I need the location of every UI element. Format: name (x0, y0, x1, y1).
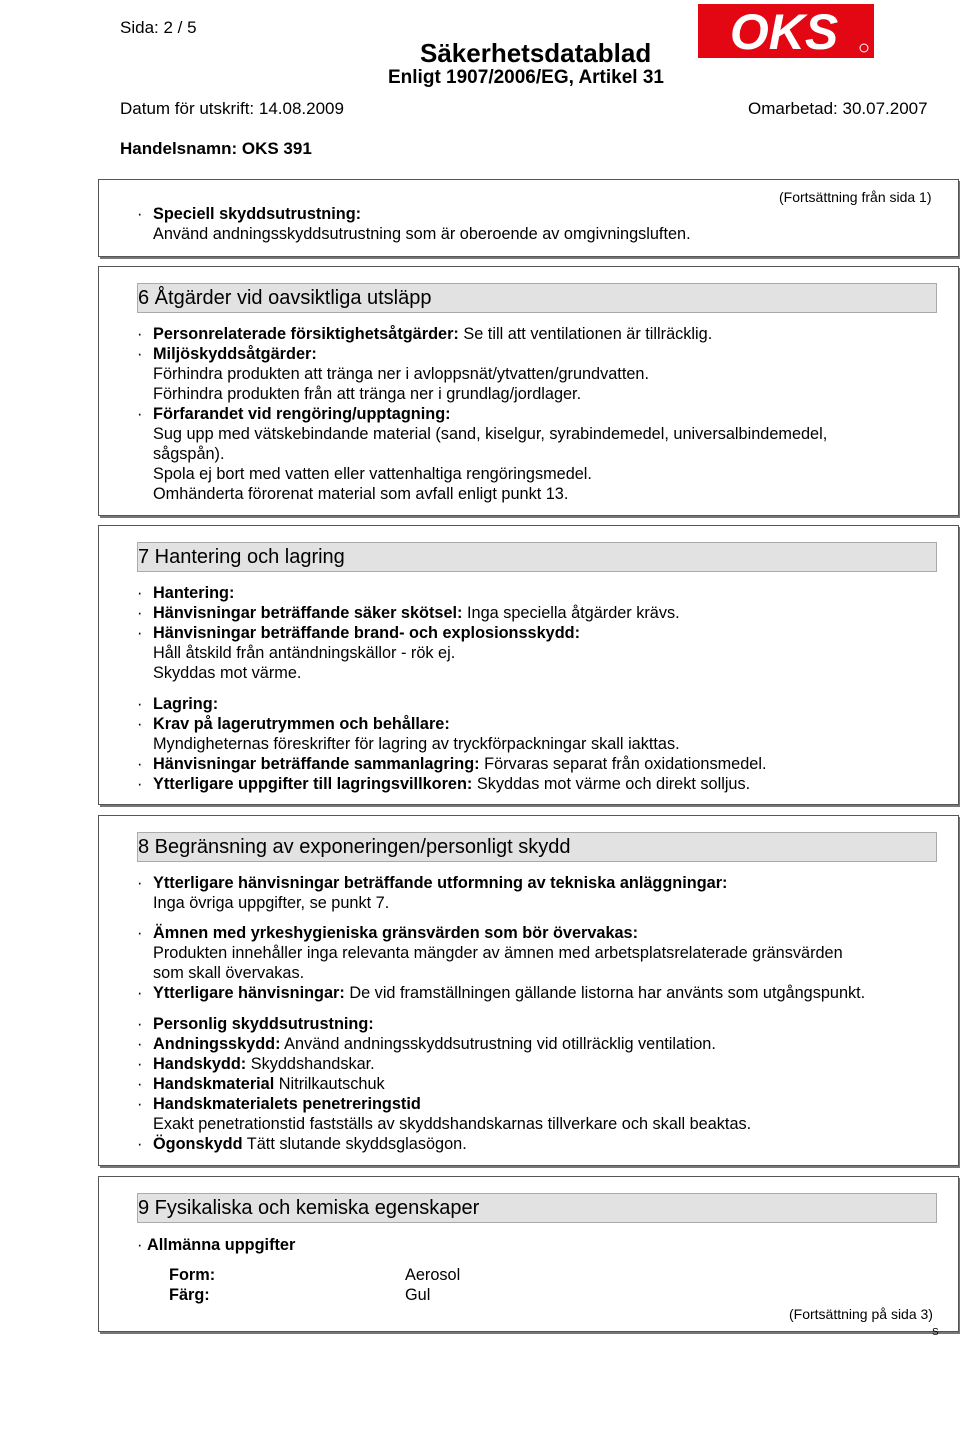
line-label: Hänvisningar beträffande säker skötsel: (153, 604, 463, 622)
line-label: Ögonskydd (153, 1135, 243, 1153)
line-text: Använd andningsskyddsutrustning vid otillräcklig ventilation. (280, 1035, 716, 1053)
line-label: Personlig skyddsutrustning: (153, 1015, 374, 1033)
line-text: Spola ej bort med vatten eller vattenhaltiga rengöringsmedel. (153, 465, 592, 483)
footer-mark: S (932, 1327, 939, 1338)
text-line (137, 485, 568, 504)
text-line (137, 755, 766, 774)
text-line (137, 1035, 716, 1054)
text-line (137, 984, 865, 1003)
line-text: som skall övervakas. (153, 964, 305, 982)
line-text: Myndigheternas föreskrifter för lagring av tryckförpackningar skall iakttas. (153, 735, 680, 753)
line-text: Produkten innehåller inga relevanta mängder av ämnen med arbetsplatsrelaterade gränsvärden (153, 944, 843, 962)
print-date: Datum för utskrift: 14.08.2009 (120, 99, 344, 118)
text-line (137, 465, 592, 484)
line-label: Andningsskydd: (153, 1035, 281, 1053)
bullet: · (137, 1075, 143, 1093)
bullet: · (137, 325, 143, 343)
line-text: sågspån). (153, 445, 225, 463)
revised-date: Omarbetad: 30.07.2007 (748, 99, 928, 118)
text-line (137, 1095, 421, 1114)
text-line (137, 894, 389, 913)
text-line (137, 345, 317, 364)
text-line (137, 1115, 751, 1134)
section-8 (98, 815, 959, 1166)
bullet: · (137, 1095, 143, 1113)
line-label: Handskmaterial (153, 1075, 275, 1093)
bullet: · (137, 874, 143, 892)
line-label: Personrelaterade försiktighetsåtgärder: (153, 325, 459, 343)
text-line (137, 964, 304, 983)
section-heading: 7 Hantering och lagring (137, 542, 937, 572)
line-text: Inga speciella åtgärder krävs. (462, 604, 680, 622)
document-title: Säkerhetsdatablad (420, 38, 652, 68)
line-label: Ytterligare hänvisningar beträffande utformning av tekniska anläggningar: (153, 874, 728, 892)
section-7 (98, 525, 959, 805)
line-label: Ämnen med yrkeshygieniska gränsvärden som bör övervakas: (153, 924, 639, 942)
form-label: Form: (169, 1266, 216, 1284)
line-label: Förfarandet vid rengöring/upptagning: (153, 405, 451, 423)
document-subtitle: Enligt 1907/2006/EG, Artikel 31 (388, 67, 664, 88)
bullet: · (137, 624, 143, 642)
text-line (137, 924, 638, 943)
line-label: Ytterligare hänvisningar: (153, 984, 345, 1002)
text-line (137, 644, 455, 663)
form-value: Aerosol (405, 1266, 461, 1284)
section-heading: 8 Begränsning av exponeringen/personligt skydd (137, 832, 937, 862)
line-text: Förvaras separat från oxidationsmedel. (479, 755, 767, 773)
text-line (137, 1015, 374, 1034)
text-line (137, 944, 843, 963)
bullet: · (137, 775, 143, 793)
bullet: · (137, 924, 143, 942)
text-line (137, 735, 680, 754)
text-line (137, 695, 218, 714)
page-number: Sida: 2 / 5 (120, 18, 197, 37)
line-text: Förhindra produkten att tränga ner i avloppsnät/ytvatten/grundvatten. (153, 365, 649, 383)
line-text: Sug upp med vätskebindande material (sand, kiselgur, syrabindemedel, universalbindemedel, (153, 425, 828, 443)
color-value: Gul (405, 1286, 431, 1304)
bullet: · (137, 715, 143, 733)
line-text: Skyddas mot värme. (153, 664, 302, 682)
line-label: Hänvisningar beträffande sammanlagring: (153, 755, 480, 773)
bullet: · (137, 1015, 143, 1033)
line-label: Ytterligare uppgifter till lagringsvillkoren: (153, 775, 473, 793)
section-9 (98, 1176, 959, 1338)
line-label: Krav på lagerutrymmen och behållare: (153, 715, 450, 733)
text-line (137, 425, 827, 444)
line-text: Skyddshandskar. (246, 1055, 375, 1073)
line-label: Hänvisningar beträffande brand- och explosionsskydd: (153, 624, 581, 642)
bullet: · (137, 205, 143, 223)
bullet: · (137, 984, 143, 1002)
line-text: Omhänderta förorenat material som avfall enligt punkt 13. (153, 485, 569, 503)
line-text: Se till att ventilationen är tillräcklig. (458, 325, 713, 343)
continuation-box (98, 179, 959, 257)
color-label: Färg: (169, 1286, 210, 1304)
bullet: · (137, 1035, 143, 1053)
line-text: Nitrilkautschuk (274, 1075, 385, 1093)
line-text: Skyddas mot värme och direkt solljus. (472, 775, 751, 793)
line-text: Håll åtskild från antändningskällor - rök ej. (153, 644, 456, 662)
bullet: · (137, 405, 143, 423)
text-line (137, 225, 691, 244)
bullet: · (137, 755, 143, 773)
logo-text: OKS (729, 4, 839, 58)
text-line (137, 325, 712, 344)
line-label: Handskmaterialets penetreringstid (153, 1095, 421, 1113)
bullet: · (137, 345, 143, 363)
text-line (137, 1055, 375, 1074)
continued-from-note: (Fortsättning från sida 1) (779, 189, 932, 205)
bullet: · (137, 604, 143, 622)
line-label: Speciell skyddsutrustning: (153, 205, 362, 223)
text-line (137, 385, 581, 404)
section-6 (98, 266, 959, 516)
oks-logo (698, 4, 874, 58)
text-line (137, 205, 361, 224)
bullet: · (137, 1135, 143, 1153)
text-line (137, 715, 450, 734)
line-label: Lagring: (153, 695, 219, 713)
text-line (137, 405, 451, 424)
section-heading: 9 Fysikaliska och kemiska egenskaper (137, 1193, 937, 1223)
text-line (137, 624, 580, 643)
section-heading: 6 Åtgärder vid oavsiktliga utsläpp (137, 283, 937, 313)
text-line (137, 775, 750, 794)
bullet: · (137, 1055, 143, 1073)
line-label: Handskydd: (153, 1055, 247, 1073)
line-text: Tätt slutande skyddsglasögon. (242, 1135, 467, 1153)
line-text: De vid framställningen gällande listorna har använts som utgångspunkt. (344, 984, 866, 1002)
line-text: Exakt penetrationstid fastställs av skyddshandskarnas tillverkare och skall beaktas. (153, 1115, 752, 1133)
continued-on-note: (Fortsättning på sida 3) (789, 1306, 933, 1322)
general-info-label: · Allmänna uppgifter (137, 1236, 296, 1254)
line-label: Miljöskyddsåtgärder: (153, 345, 317, 363)
line-text: Förhindra produkten från att tränga ner i grundlag/jordlager. (153, 385, 582, 403)
line-text: Använd andningsskyddsutrustning som är oberoende av omgivningsluften. (153, 225, 691, 243)
bullet: · (137, 584, 143, 602)
line-label: Hantering: (153, 584, 235, 602)
text-line (137, 1135, 467, 1154)
text-line (137, 1075, 385, 1094)
text-line (137, 445, 225, 464)
text-line (137, 604, 680, 623)
trade-name: Handelsnamn: OKS 391 (120, 139, 312, 158)
line-text: Inga övriga uppgifter, se punkt 7. (153, 894, 390, 912)
text-line (137, 874, 727, 893)
bullet: · (137, 695, 143, 713)
text-line (137, 664, 301, 683)
text-line (137, 584, 234, 603)
text-line (137, 365, 649, 384)
